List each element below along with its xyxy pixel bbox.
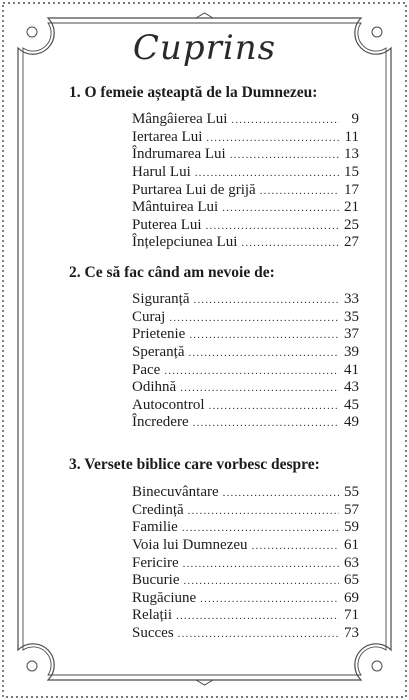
toc-entry-page: 33 (344, 291, 359, 307)
page-title: Cuprins (132, 28, 277, 68)
dot-leader (183, 556, 339, 574)
toc-entry (132, 217, 359, 235)
toc-entry-label: Curaj (132, 308, 166, 325)
toc-entry-page: 25 (344, 216, 359, 233)
toc-entry (132, 164, 359, 182)
toc-entry-label: Pace (132, 361, 161, 378)
dot-leader (260, 183, 339, 201)
toc-entry-label: Succes (132, 625, 174, 642)
toc-entry-page: 57 (344, 501, 359, 518)
toc-entry (132, 111, 359, 129)
toc-entry-label: Harul Lui (132, 163, 191, 180)
toc-entry (132, 234, 359, 252)
toc-entry-label: Încredere (132, 414, 189, 431)
toc-entry-page: 15 (344, 163, 359, 180)
dot-leader (206, 130, 339, 148)
toc-entry-label: Familie (132, 519, 178, 536)
toc-entry (132, 379, 359, 397)
dot-leader (241, 235, 339, 253)
toc-entry (132, 519, 359, 537)
section-heading-3: 3. Versete biblice care vorbesc despre: (69, 456, 320, 473)
toc-entry (132, 291, 359, 309)
toc-list-2 (132, 291, 359, 432)
toc-entry (132, 555, 359, 573)
dot-leader (188, 345, 339, 363)
toc-entry-label: Înțelepciunea Lui (132, 234, 238, 251)
dot-leader (164, 363, 339, 381)
toc-entry-page: 61 (344, 536, 359, 553)
toc-entry-page: 9 (351, 111, 359, 127)
toc-entry-page: 73 (344, 625, 359, 642)
toc-entry-label: Odihnă (132, 379, 177, 396)
toc-entry (132, 397, 359, 415)
dot-leader (189, 327, 339, 345)
toc-entry-label: Iertarea Lui (132, 128, 203, 145)
toc-entry-label: Mângâierea Lui (132, 111, 228, 127)
toc-entry-page: 35 (344, 308, 359, 325)
dot-leader (169, 310, 339, 328)
toc-entry-label: Bucurie (132, 572, 180, 589)
toc-entry-label: Puterea Lui (132, 216, 202, 233)
toc-entry-page: 49 (344, 414, 359, 431)
toc-entry-page: 65 (344, 572, 359, 589)
toc-entry-page: 69 (344, 589, 359, 606)
toc-entry (132, 537, 359, 555)
dot-leader (206, 218, 339, 236)
section-heading-2: 2. Ce să fac când am nevoie de: (69, 264, 275, 281)
toc-entry-page: 71 (344, 607, 359, 624)
toc-entry-page: 55 (344, 484, 359, 500)
toc-entry (132, 362, 359, 380)
dot-leader (178, 626, 339, 644)
toc-entry (132, 414, 359, 432)
toc-entry-page: 27 (344, 234, 359, 251)
toc-entry-label: Prietenie (132, 326, 186, 343)
toc-entry (132, 326, 359, 344)
dot-leader (183, 573, 339, 591)
toc-entry (132, 502, 359, 520)
toc-entry-label: Îndrumarea Lui (132, 146, 226, 163)
toc-entry (132, 146, 359, 164)
toc-entry-label: Relații (132, 607, 172, 624)
toc-entry-label: Fericire (132, 554, 179, 571)
toc-entry (132, 344, 359, 362)
toc-entry-label: Credință (132, 501, 184, 518)
toc-entry-page: 17 (344, 181, 359, 198)
toc-entry (132, 607, 359, 625)
toc-entry-label: Binecuvântare (132, 484, 219, 500)
toc-entry (132, 484, 359, 502)
toc-entry (132, 572, 359, 590)
toc-entry (132, 590, 359, 608)
dot-leader (195, 165, 339, 183)
toc-entry-page: 39 (344, 343, 359, 360)
toc-entry-page: 21 (344, 199, 359, 216)
toc-entry-page: 13 (344, 146, 359, 163)
toc-entry-label: Autocontrol (132, 396, 205, 413)
dot-leader (193, 415, 339, 433)
toc-entry (132, 625, 359, 643)
toc-entry-page: 41 (344, 361, 359, 378)
toc-list-1 (132, 111, 359, 252)
dot-leader (188, 503, 339, 521)
dot-leader (194, 292, 340, 310)
toc-entry-page: 11 (344, 128, 359, 145)
dot-leader (182, 520, 339, 538)
toc-entry-label: Mântuirea Lui (132, 199, 219, 216)
dot-leader (230, 147, 339, 165)
toc-entry (132, 129, 359, 147)
dot-leader (252, 538, 339, 556)
dot-leader (223, 485, 339, 503)
toc-entry (132, 182, 359, 200)
dot-leader (180, 380, 339, 398)
toc-entry-label: Rugăciune (132, 589, 197, 606)
toc-entry-label: Siguranță (132, 291, 190, 307)
toc-entry-page: 43 (344, 379, 359, 396)
toc-entry-page: 37 (344, 326, 359, 343)
toc-entry-page: 59 (344, 519, 359, 536)
toc-entry-label: Voia lui Dumnezeu (132, 536, 248, 553)
toc-entry (132, 199, 359, 217)
dot-leader (200, 591, 339, 609)
toc-entry (132, 309, 359, 327)
dot-leader (222, 200, 339, 218)
toc-entry-label: Speranță (132, 343, 185, 360)
dot-leader (176, 608, 339, 626)
toc-entry-page: 45 (344, 396, 359, 413)
toc-list-3 (132, 484, 359, 643)
section-heading-1: 1. O femeie așteaptă de la Dumnezeu: (69, 84, 318, 101)
dot-leader (231, 112, 339, 130)
dot-leader (209, 398, 340, 416)
toc-entry-page: 63 (344, 554, 359, 571)
toc-entry-label: Purtarea Lui de grijă (132, 181, 256, 198)
